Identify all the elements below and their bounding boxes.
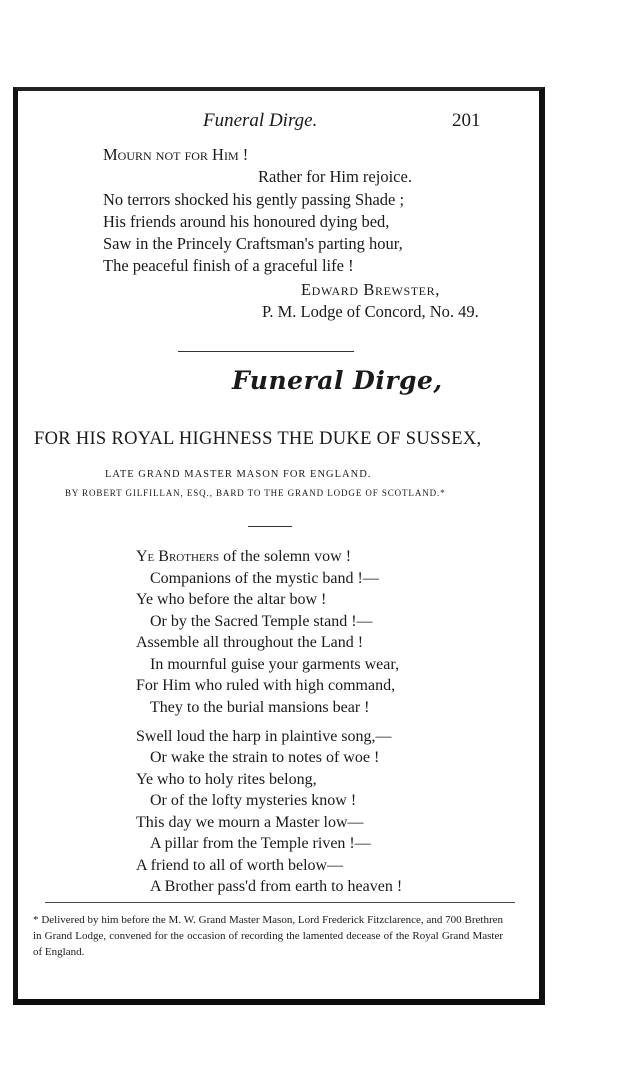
verse-line — [136, 546, 351, 568]
verse-line: Ye who before the altar bow ! — [136, 591, 327, 608]
verse-line: A Brother pass'd from earth to heaven ! — [150, 878, 403, 895]
signature-lodge: P. M. Lodge of Concord, No. 49. — [262, 302, 479, 321]
verse-lead: Ye Brothers — [136, 548, 220, 565]
section-divider — [178, 351, 354, 352]
poem-byline: BY ROBERT GILFILLAN, ESQ., BARD TO THE GRAND LODGE OF SCOTLAND.* — [65, 488, 446, 498]
verse-line: Assemble all throughout the Land ! — [136, 634, 364, 651]
poem-line: Rather for Him rejoice. — [258, 167, 412, 186]
verse-line: Or of the lofty mysteries know ! — [150, 792, 357, 809]
verse-line: Companions of the mystic band !— — [150, 570, 379, 587]
verse-line: A pillar from the Temple riven !— — [150, 835, 371, 852]
poem-line: Saw in the Princely Craftsman's parting hour, — [103, 234, 403, 253]
signature-name: Edward Brewster, — [301, 280, 440, 299]
poem-line: No terrors shocked his gently passing Shade ; — [103, 190, 405, 209]
verse-line: This day we mourn a Master low— — [136, 814, 364, 831]
verse-line: Ye who to holy rites belong, — [136, 771, 317, 788]
poem-dedication: FOR HIS ROYAL HIGHNESS THE DUKE OF SUSSEX, — [34, 429, 482, 449]
poem-subtitle: LATE GRAND MASTER MASON FOR ENGLAND. — [105, 469, 372, 480]
poem-line: His friends around his honoured dying bed, — [103, 212, 390, 231]
verse-line: Or wake the strain to notes of woe ! — [150, 749, 380, 766]
byline-divider — [248, 526, 292, 527]
poem-line: Mourn not for Him ! — [103, 145, 249, 164]
footnote: * Delivered by him before the M. W. Grand Master Mason, Lord Frederick Fitzclarence, and 700 Brethren in Grand Lodge, convened for the occasion of recording the lamented decease of the Royal Grand Master of England. — [33, 914, 503, 958]
poem-line: The peaceful finish of a graceful life ! — [103, 256, 354, 275]
verse-line: For Him who ruled with high command, — [136, 677, 396, 694]
verse-rest: of the solemn vow ! — [219, 548, 352, 565]
verse-line: Swell loud the harp in plaintive song,— — [136, 728, 392, 745]
footnote-rule — [45, 902, 515, 903]
running-title: Funeral Dirge. — [203, 110, 318, 131]
verse-line: A friend to all of worth below— — [136, 857, 344, 874]
page-number: 201 — [452, 110, 481, 131]
verse-line: They to the burial mansions bear ! — [150, 699, 370, 716]
verse-line: In mournful guise your garments wear, — [150, 656, 400, 673]
poem-title: Funeral Dirge, — [232, 366, 443, 395]
verse-line: Or by the Sacred Temple stand !— — [150, 613, 373, 630]
